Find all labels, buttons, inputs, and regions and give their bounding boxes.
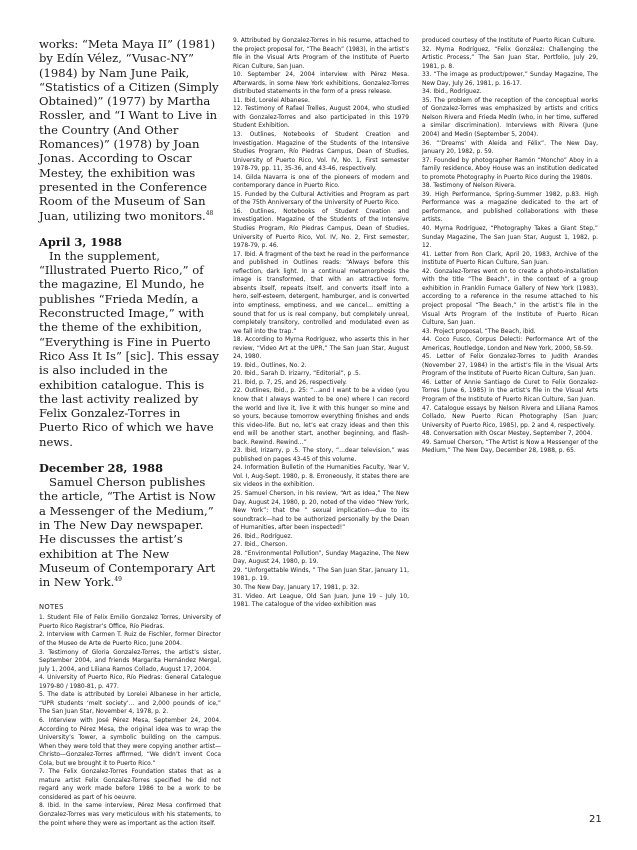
note-item: 3. Testimony of Gloria Gonzalez-Torres, the artist’s sister, September 2004, and friends Margarita Hernández Mergal, July 1, 2004, and Liliana Ramos Collado, August 17, 2004.: [39, 648, 221, 673]
note-item: 41. Letter from Ron Clark, April 20, 1983, Archive of the Institute of Puerto Rican Culture, San Juan.: [422, 250, 598, 267]
page-number: 21: [589, 814, 602, 825]
note-item: 40. Myrna Rodríguez, “Photography Takes a Giant Step,” Sunday Magazine, The San Juan Star, August 1, 1982, p. 12.: [422, 225, 598, 250]
notes-heading: NOTES: [39, 603, 64, 612]
section-heading-december-1988: December 28, 1988: [39, 461, 164, 476]
note-item: 14. Gilda Navarra is one of the pioneers of modern and contemporary dance in Puerto Rico.: [233, 173, 409, 190]
note-item: 17. Ibid. A fragment of the text he read in the performance and published in Outlines reads: “Always before this reflection, dark light. In a continual metamorphosis the image is transformed, that with an attractive form, absents itself, repeats itself, and converts itself into a hero, self-esteem, detergent, hamburger, and is converted into emptiness, emptiness, and we cancel… emitting a sound that for us is real company, but completely unreal, completely transitory, controlled and modulated even as we fall into the trap.”: [233, 250, 409, 335]
note-item: 22. Outlines, Ibid., p. 25: “…and I want to be a video (you know that I always wanted to be one) where I can record the world and live it, live it with this hunger so mine and so yours, because tomorrow everything finishes and ends this video-life. But no, let’s eat crazy ideas and then this end will be another start, another beginning, and flash-back. Rewind. Rewind…”: [233, 387, 409, 446]
column-2: [233, 37, 409, 610]
section-paragraph-december-1988: Samuel Cherson publishes the article, “The Artist is Now a Messenger of the Medium,” in The New Day newspaper. He discusses the artist’s exhibition at The New Museum of Contemporary Art in New York.$^{49}$: [39, 475, 216, 590]
note-item: 19. Ibid., Outlines, No. 2.: [233, 361, 307, 369]
column-1: [39, 37, 221, 828]
note-item: 31. Video. Art League, Old San Juan, June 19 – July 10, 1981. The catalogue of the video exhibition was: [233, 592, 409, 609]
note-item: 49. Samuel Cherson, “The Artist is Now a Messenger of the Medium,” The New Day, December 28, 1988, p. 65.: [422, 438, 598, 455]
footnote-ref: 48: [205, 209, 214, 217]
note-item: 5. The date is attributed by Lorelei Albanese in her article, “UPR students ‘melt society’… and 2,000 pounds of ice,” The San Juan Star, November 4, 1978, p. 2.: [39, 691, 221, 716]
note-item: produced courtesy of the Institute of Puerto Rican Culture.: [422, 37, 596, 44]
notes-list: [422, 37, 598, 456]
note-item: 15. Funded by the Cultural Activities and Program as part of the 75th Anniversary of the University of Puerto Rico.: [233, 190, 409, 207]
note-item: 30. The New Day, January 17, 1981, p. 32.: [233, 584, 360, 591]
note-item: 34. Ibid., Rodríguez.: [422, 88, 482, 96]
note-item: 18. According to Myrna Rodríguez, who asserts this in her review, “Video Art at the UPR,” The San Juan Star, August 24, 1980.: [233, 336, 409, 361]
note-item: 20. Ibid., Sarah D. Irizarry, “Editorial”, p .5.: [233, 370, 361, 378]
footnote-ref: 49: [114, 576, 122, 584]
note-item: 48. Conversation with Oscar Mestey, September 7, 2004.: [422, 430, 593, 438]
note-item: 9. Attributed by Gonzalez-Torres in his resume, attached to the project proposal for, “The Beach” (1983), in the artist’s file in the Visual Arts Program of the Institute of Puerto Rican Culture, San Juan.: [233, 37, 409, 70]
note-item: 2. Interview with Carmen T. Ruiz de Fischler, former Director of the Museo de Arte de Puerto Rico, June 2004.: [39, 631, 221, 648]
column-3: [422, 37, 598, 456]
notes-list: [39, 614, 221, 828]
intro-paragraph: works: “Meta Maya II” (1981) by Edín Vélez, “Vusac-NY” (1984) by Nam June Paik, “Statistics of a Citizen (Simply Obtained)” (1977) by Martha Rossler, and “I Want to Live in the Country (And Other Romances)” (1978) by Joan Jonas. According to Oscar Mestey, the exhibition was presented in the Conference Room of the Museum of San Juan, utilizing two monitors.$^{48}$: [39, 37, 219, 223]
section-paragraph-april-1988: In the supplement, “Illustrated Puerto Rico,” of the magazine, El Mundo, he publishes “Frieda Medín, a Reconstructed Image,” with the theme of the exhibition, “Everything is Fine in Puerto Rico Ass It Is” [sic]. This essay is also included in the exhibition catalogue. This is the last activity realized by Felix Gonzalez-Torres in Puerto Rico of which we have news.: [39, 248, 219, 449]
note-item: 8. Ibid. In the same interview, Pérez Mesa confirmed that Gonzalez-Torres was very meticulous with his statements, to the point where they were as important as the action itself.: [39, 802, 221, 827]
note-item: 33. “The image as product/power,” Sunday Magazine, The New Day, July 26, 1981, p. 16-17.: [422, 71, 598, 87]
note-item: 16. Outlines, Notebooks of Student Creation and Investigation. Magazine of the Students of the Intensive Studies Program, Río Piedras Campus, Dean of Studies, University of Puerto Rico, Vol. IV, No. 2, First semester, 1978-79, p. 46.: [233, 207, 409, 250]
note-item: 21. Ibid, p. 7, 25, and 26, respectively.: [233, 378, 347, 386]
note-item: 24. Information Bulletin of the Humanities Faculty, Year V, Vol. I, Aug-Sept. 1980, p. 8. Erroneously, it states there are six videos in the exhibition.: [233, 464, 409, 489]
note-item: 6. Interview with José Pérez Mesa, September 24, 2004. According to Pérez Mesa, the original idea was to wrap the University’s Tower, a symbolic building on the campus. When they were told that they were copying another artist—Christo—Gonzalez-Torres affirmed, “We didn’t invent Coca Cola, but we brought it to Puerto Rico.”: [39, 716, 221, 767]
note-item: 12. Testimony of Rafael Trelles, August 2004, who studied with Gonzalez-Torres and also participated in this 1979 Student Exhibition.: [233, 105, 409, 130]
note-item: 32. Myrna Rodríguez, “Felix González: Challenging the Artistic Process,” The San Juan Star, Portfolio, July 29, 1981, p. 8.: [422, 45, 598, 70]
note-item: 43. Project proposal, “The Beach, ibid.: [422, 327, 536, 335]
section-heading-april-1988: April 3, 1988: [39, 234, 122, 249]
note-item: 29. “Unforgettable Winds, ” The San Juan Star, January 11, 1981, p. 19.: [233, 566, 409, 583]
note-item: 23. Ibid, Irizarry, p .5. The story, “…dear television,” was published on pages 43-45 of this volume.: [233, 447, 409, 463]
note-item: 35. The problem of the reception of the conceptual works of Gonzalez-Torres was emphasized by artists and critics Nelson Rivera and Frieda Medín (who, in her time, suffered a similar discrimination). Interviews with Rivera (June 2004) and Medin (September 5, 2004).: [422, 96, 598, 139]
note-item: 27. Ibid., Cherson.: [233, 541, 288, 549]
note-item: 11. Ibid, Lorelei Albanese.: [233, 96, 310, 104]
note-item: 7. The Felix Gonzalez-Torres Foundation states that as a mature artist Felix Gonzalez-Torres specified he did not regard any work made before 1986 to be a work to be considered as part of his oeuvre.: [39, 768, 221, 801]
note-item: 13. Outlines, Notebooks of Student Creation and Investigation. Magazine of the Students of the Intensive Studies Program, Río Piedras Campus, Dean of Studies, University of Puerto Rico, Vol. IV, No. 1, First semester 1978-79, pp. 11, 35-36, and 43-46, respectively.: [233, 131, 409, 173]
note-item: 46. Letter of Annie Santiago de Curet to Felix Gonzalez-Torres (June 6, 1985) in the artist’s file in the Visual Arts Program of the Institute of Puerto Rican Culture, San Juan.: [422, 378, 598, 403]
note-item: 25. Samuel Cherson, in his review, “Art as Idea,” The New Day, August 24, 1980, p. 20, noted of the video “New York, New York”: that the ” sexual implication—due to its soundtrack—had to be authorized personally by the Dean of Humanities, after been inspected!”: [233, 489, 409, 532]
note-item: 36. ”‘Dreams’ with Aleida and Félix”. The New Day, January 20, 1982, p. 59.: [422, 139, 598, 156]
note-item: 4. University of Puerto Rico, Río Piedras: General Catalogue 1979-80 / 1980-81, p. 477.: [39, 674, 221, 690]
note-item: 47. Catalogue essays by Nelson Rivera and Liliana Ramos Collado, New Puerto Rican Photography (San Juan; University of Puerto Rico, 1985), pp. 2 and 4, respectively.: [422, 404, 598, 429]
note-item: 1. Student File of Felix Emilio Gonzalez Torres, University of Puerto Rico Registrar’s Office, Río Piedras.: [39, 614, 221, 630]
notes-list: [233, 37, 409, 610]
note-item: 26. Ibid., Rodríguez.: [233, 532, 293, 540]
note-item: 10. September 24, 2004 interview with Pérez Mesa. Afterwards, in some New York exhibitions, Gonzalez-Torres distributed statements in the form of a press release.: [233, 71, 409, 96]
note-item: 37. Founded by photographer Ramón “Moncho” Aboy in a family residence, Aboy House was an institution dedicated to promote Photography in Puerto Rico during the 1980s.: [422, 156, 598, 181]
note-item: 45. Letter of Felix Gonzalez-Torres to Judith Arandes (November 27, 1984) in the artist’s file in the Visual Arts Program of the Institute of Puerto Rican Culture, San Juan.: [422, 353, 598, 378]
note-item: 39. High Performance, Spring-Summer 1982, p.83. High Performance was a magazine dedicated to the art of performance, and published collaborations with these artists.: [422, 190, 598, 224]
note-item: 28. “Environmental Pollution”, Sunday Magazine, The New Day, August 24, 1980, p. 19.: [233, 549, 409, 566]
note-item: 44. Coco Fusco, Corpus Delecti: Performance Art of the Americas, Routledge, London and New York, 2000, 58-59.: [422, 336, 598, 352]
note-item: 38. Testimony of Nelson Rivera.: [422, 182, 516, 190]
note-item: 42. Gonzalez-Torres went on to create a photo-installation with the title “The Beach”, in the context of a group exhibition in Franklin Furnace Gallery of New York (1983), according to a reference in the resume attached to his project proposal “The Beach,” in the artist’s file in the Visual Arts Program of the Institute of Puerto Rican Culture, San Juan.: [422, 267, 598, 327]
